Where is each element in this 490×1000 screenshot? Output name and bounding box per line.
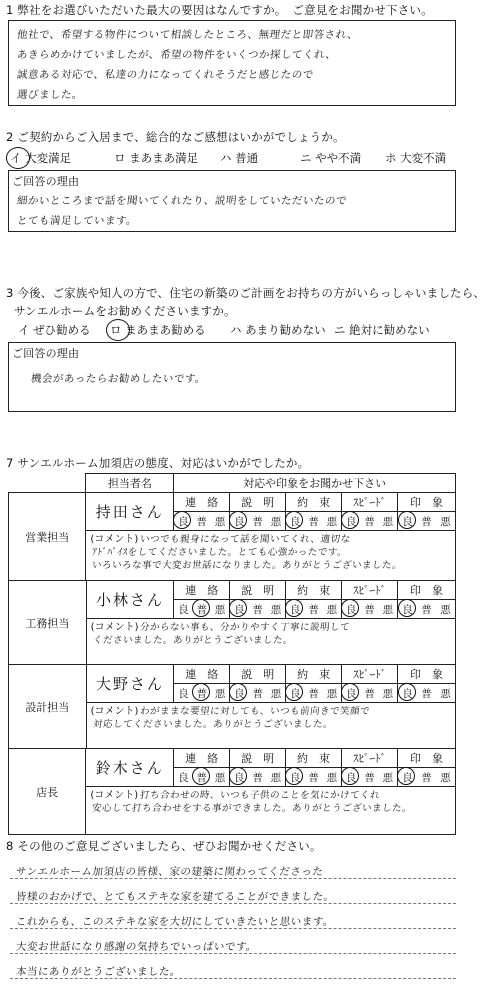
- q3-label-cont: サンエルホームをお勧めくださいますか。: [14, 304, 236, 318]
- rating-option[interactable]: 悪: [214, 515, 226, 528]
- staff-role: 営業担当: [9, 493, 86, 581]
- comment-line: 対応してくださいました。ありがとうございました。: [92, 719, 334, 730]
- category-header: 印 象: [398, 581, 456, 600]
- rating-option[interactable]: 良: [234, 771, 245, 784]
- rating-option[interactable]: 良: [346, 687, 357, 700]
- comment-prefix: (コメント): [90, 790, 139, 801]
- q3-option[interactable]: ニ 絶対に勧めない: [334, 323, 430, 337]
- q2-option[interactable]: ロ まあまあ満足: [114, 151, 199, 165]
- rating-option[interactable]: 普: [364, 771, 375, 784]
- q3-selected-circle: [106, 319, 130, 341]
- q3-option[interactable]: ハ あまり勧めない: [230, 323, 326, 337]
- q2-option[interactable]: ホ 大変不満: [385, 151, 447, 165]
- rating-option[interactable]: 悪: [382, 687, 394, 700]
- rating-option[interactable]: 良: [178, 515, 189, 528]
- comment-line: 安心して打ち合わせをする事ができました。ありがとうございました。: [91, 803, 413, 814]
- category-header: 連 絡: [174, 493, 230, 512]
- comment-prefix: (コメント): [90, 706, 139, 717]
- rating-option[interactable]: 普: [308, 603, 319, 616]
- q8-answer-area: [10, 858, 456, 998]
- category-header: 印 象: [397, 749, 455, 768]
- q2-reason-line: とても満足しています。: [16, 215, 138, 227]
- category-header: 約 束: [286, 493, 342, 512]
- category-header: 説 明: [230, 665, 286, 684]
- q2-label: 2 ご契約からご入居まで、総合的なご感想はいかがでしょうか。: [6, 130, 345, 144]
- staff-role: 設計担当: [9, 665, 87, 749]
- rating-option[interactable]: 悪: [440, 687, 451, 700]
- q3-options: [18, 322, 478, 340]
- rating-cell: [286, 684, 342, 703]
- comment-line: くださいました。ありがとうございました。: [92, 635, 294, 646]
- rating-cell: [230, 600, 286, 619]
- staff-role: 工務担当: [9, 581, 87, 665]
- rating-cell: [398, 512, 456, 531]
- staff-evaluation-table: [8, 473, 456, 493]
- q2-options: [10, 150, 470, 168]
- comment-line: いろいろな事で大変お世話になりました。ありがとうございました。: [91, 560, 404, 571]
- rating-cell: [398, 600, 456, 619]
- rating-cell: [230, 684, 286, 703]
- rating-cell: [286, 512, 342, 531]
- category-header: 説 明: [230, 749, 286, 768]
- q1-label: 1 弊社をお選びいただいた最大の要因はなんですか。 ご意見をお聞かせ下さい。: [6, 3, 433, 17]
- q3-reason-box: [8, 342, 456, 412]
- category-header: 連 絡: [174, 749, 230, 768]
- category-header: 約 束: [286, 749, 342, 768]
- rating-option[interactable]: 良: [345, 515, 357, 528]
- rating-option[interactable]: 悪: [270, 771, 282, 784]
- rating-option[interactable]: 普: [196, 687, 208, 700]
- category-header: ｽﾋﾟｰﾄﾞ: [342, 749, 398, 768]
- rating-cell: [286, 768, 342, 787]
- comment-line: わがままな要望に対しても、いつも前向きで笑顔で: [139, 706, 372, 717]
- q2-reason-label: ご回答の理由: [12, 175, 80, 188]
- staff-role: 店長: [9, 749, 86, 835]
- staff-block: [8, 748, 456, 835]
- category-header: 約 束: [286, 665, 342, 684]
- rating-option[interactable]: 良: [234, 687, 245, 700]
- rating-cell: [342, 768, 398, 787]
- rating-option[interactable]: 良: [402, 771, 413, 784]
- rating-option[interactable]: 普: [421, 687, 432, 700]
- staff-comment: [86, 619, 455, 665]
- rating-option[interactable]: 良: [345, 771, 357, 784]
- rating-option[interactable]: 悪: [382, 771, 394, 784]
- staff-name-cell: [86, 493, 174, 531]
- category-header: 約 束: [286, 581, 342, 600]
- rating-option[interactable]: 悪: [440, 515, 451, 528]
- staff-name-cell: [86, 581, 174, 619]
- rating-option[interactable]: 良: [290, 603, 301, 616]
- rating-option[interactable]: 悪: [382, 515, 394, 528]
- rating-option[interactable]: 良: [402, 515, 413, 528]
- rating-cell: [342, 600, 398, 619]
- q3-option[interactable]: ロ まあまあ勧める: [110, 323, 206, 337]
- q8-line: 本当にありがとうございました。: [15, 966, 182, 978]
- staff-name: 鈴木さん: [95, 759, 164, 777]
- category-header: 印 象: [398, 665, 456, 684]
- rating-option[interactable]: 良: [402, 687, 413, 700]
- rating-option[interactable]: 普: [364, 603, 375, 616]
- rating-option[interactable]: 普: [252, 687, 263, 700]
- q2-reason-box: [8, 170, 456, 232]
- rating-cell: [230, 512, 286, 531]
- comment-line: ｱﾄﾞﾊﾞｲｽをしてくださいました。とても心強かったです。: [91, 547, 348, 558]
- q3-option[interactable]: イ ぜひ勧める: [18, 323, 91, 337]
- rating-cell: [174, 768, 230, 787]
- q8-line: サンエルホーム加須店の皆様、家の建築に関わってくださった: [15, 866, 324, 878]
- staff-name-cell: [86, 749, 174, 787]
- category-header: 連 絡: [174, 665, 230, 684]
- rating-option[interactable]: 悪: [270, 515, 282, 528]
- rating-option[interactable]: 悪: [326, 515, 338, 528]
- rating-option[interactable]: 良: [289, 771, 301, 784]
- rating-option[interactable]: 悪: [440, 771, 451, 784]
- rating-option[interactable]: 良: [234, 515, 245, 528]
- rating-option[interactable]: 悪: [326, 603, 338, 616]
- rating-cell: [230, 768, 286, 787]
- rating-option[interactable]: 普: [308, 687, 319, 700]
- q1-answer-line: 他社で、希望する物件について相談したところ、無理だと即答され、: [16, 29, 359, 41]
- rating-option[interactable]: 普: [421, 771, 432, 784]
- rating-option[interactable]: 良: [234, 603, 245, 616]
- category-header: 印 象: [398, 493, 456, 512]
- rating-option[interactable]: 良: [345, 603, 357, 616]
- q8-label: 8 その他のご意見ございましたら、ぜひお聞かせください。: [6, 839, 322, 853]
- category-header: ｽﾋﾟｰﾄﾞ: [342, 581, 398, 600]
- q2-option[interactable]: ハ 普通: [220, 151, 259, 165]
- rating-cell: [174, 600, 230, 619]
- rating-option[interactable]: 悪: [382, 603, 394, 616]
- q3-reason-label: ご回答の理由: [12, 347, 80, 360]
- q3-label: 3 今後、ご家族や知人の方で、住宅の新築のご計画をお持ちの方がいらっしゃいましたら、: [6, 286, 486, 300]
- q8-line: 大変お世話になり感謝の気持ちでいっぱいです。: [15, 941, 258, 953]
- rating-option[interactable]: 普: [196, 603, 207, 616]
- rating-option[interactable]: 良: [290, 687, 301, 700]
- staff-name: 持田さん: [95, 503, 164, 521]
- q1-answer-line: 選びました。: [16, 89, 84, 101]
- rating-option[interactable]: 良: [178, 603, 189, 616]
- comment-line: いつでも親身になって話を聞いてくれ、適切な: [139, 534, 352, 545]
- rating-option[interactable]: 普: [252, 515, 263, 528]
- q1-answer-box: [8, 20, 456, 106]
- q8-line: 皆様のおかげで、とてもステキな家を建てることができました。: [15, 891, 336, 903]
- rating-cell: [342, 512, 398, 531]
- rating-option[interactable]: 良: [402, 603, 413, 616]
- rating-option[interactable]: 普: [421, 515, 432, 528]
- comment-line: 分からない事も、分かりやすく丁寧に説明して: [139, 622, 352, 633]
- rating-cell: [398, 684, 456, 703]
- q8-line: これからも、このステキな家を大切にしていきたいと思います。: [15, 916, 335, 928]
- q2-reason-line: 細かいところまで話を聞いてくれたり、説明をしていただいたので: [16, 195, 348, 207]
- rating-option[interactable]: 良: [178, 771, 189, 784]
- q3-reason-line: 機会があったらお勧めしたいです。: [30, 373, 207, 385]
- rating-option[interactable]: 普: [308, 771, 319, 784]
- staff-comment: [86, 703, 455, 749]
- rating-option[interactable]: 良: [290, 515, 301, 528]
- rating-cell: [286, 600, 342, 619]
- comment-prefix: (コメント): [90, 534, 139, 545]
- staff-block: [8, 580, 456, 665]
- staff-comment: [86, 787, 456, 835]
- staff-block: [8, 664, 456, 749]
- rating-option[interactable]: 悪: [326, 687, 338, 700]
- staff-name: 小林さん: [95, 591, 164, 609]
- comment-line: 打ち合わせの時、いつも子供のことを気にかけてくれ: [139, 790, 381, 801]
- staff-comment: [86, 531, 456, 581]
- rating-option[interactable]: 普: [421, 603, 432, 616]
- rating-option[interactable]: 普: [196, 515, 207, 528]
- rating-option[interactable]: 悪: [440, 603, 451, 616]
- staff-block: [8, 492, 456, 581]
- category-header: 説 明: [230, 493, 286, 512]
- rating-option[interactable]: 悪: [214, 687, 226, 700]
- rating-option[interactable]: 悪: [214, 603, 226, 616]
- category-header: ｽﾋﾟｰﾄﾞ: [342, 665, 398, 684]
- rating-option[interactable]: 悪: [214, 771, 226, 784]
- rating-cell: [174, 512, 230, 531]
- rating-option[interactable]: 普: [252, 771, 263, 784]
- header-staff-name: 担当者名: [86, 474, 174, 493]
- rating-option[interactable]: 普: [364, 687, 375, 700]
- staff-name-cell: [86, 665, 174, 703]
- category-header: 連 絡: [174, 581, 230, 600]
- comment-prefix: (コメント): [90, 622, 139, 633]
- q2-option[interactable]: ニ やや不満: [300, 151, 362, 165]
- category-header: 説 明: [230, 581, 286, 600]
- rating-cell: [342, 684, 398, 703]
- rating-option[interactable]: 悪: [270, 687, 282, 700]
- q1-answer-line: 誠意ある対応で、私達の力になってくれそうだと感じたので: [16, 69, 315, 81]
- rating-cell: [174, 684, 230, 703]
- q2-option[interactable]: イ 大変満足: [10, 151, 72, 165]
- q2-selected-circle: [6, 147, 30, 169]
- rating-option[interactable]: 普: [308, 515, 319, 528]
- rating-option[interactable]: 普: [196, 771, 207, 784]
- rating-option[interactable]: 悪: [326, 771, 338, 784]
- rating-cell: [397, 768, 455, 787]
- rating-option[interactable]: 普: [364, 515, 375, 528]
- header-impression: 対応や印象をお聞かせ下さい: [174, 474, 456, 493]
- rating-option[interactable]: 悪: [270, 603, 282, 616]
- staff-name: 大野さん: [95, 675, 164, 693]
- rating-option[interactable]: 良: [178, 687, 189, 700]
- category-header: ｽﾋﾟｰﾄﾞ: [342, 493, 398, 512]
- q1-answer-line: あきらめかけていましたが、希望の物件をいくつか探してくれ、: [16, 49, 338, 61]
- rating-option[interactable]: 普: [252, 603, 263, 616]
- q7-label: 7 サンエルホーム加須店の態度、対応はいかがでしたか。: [6, 456, 310, 470]
